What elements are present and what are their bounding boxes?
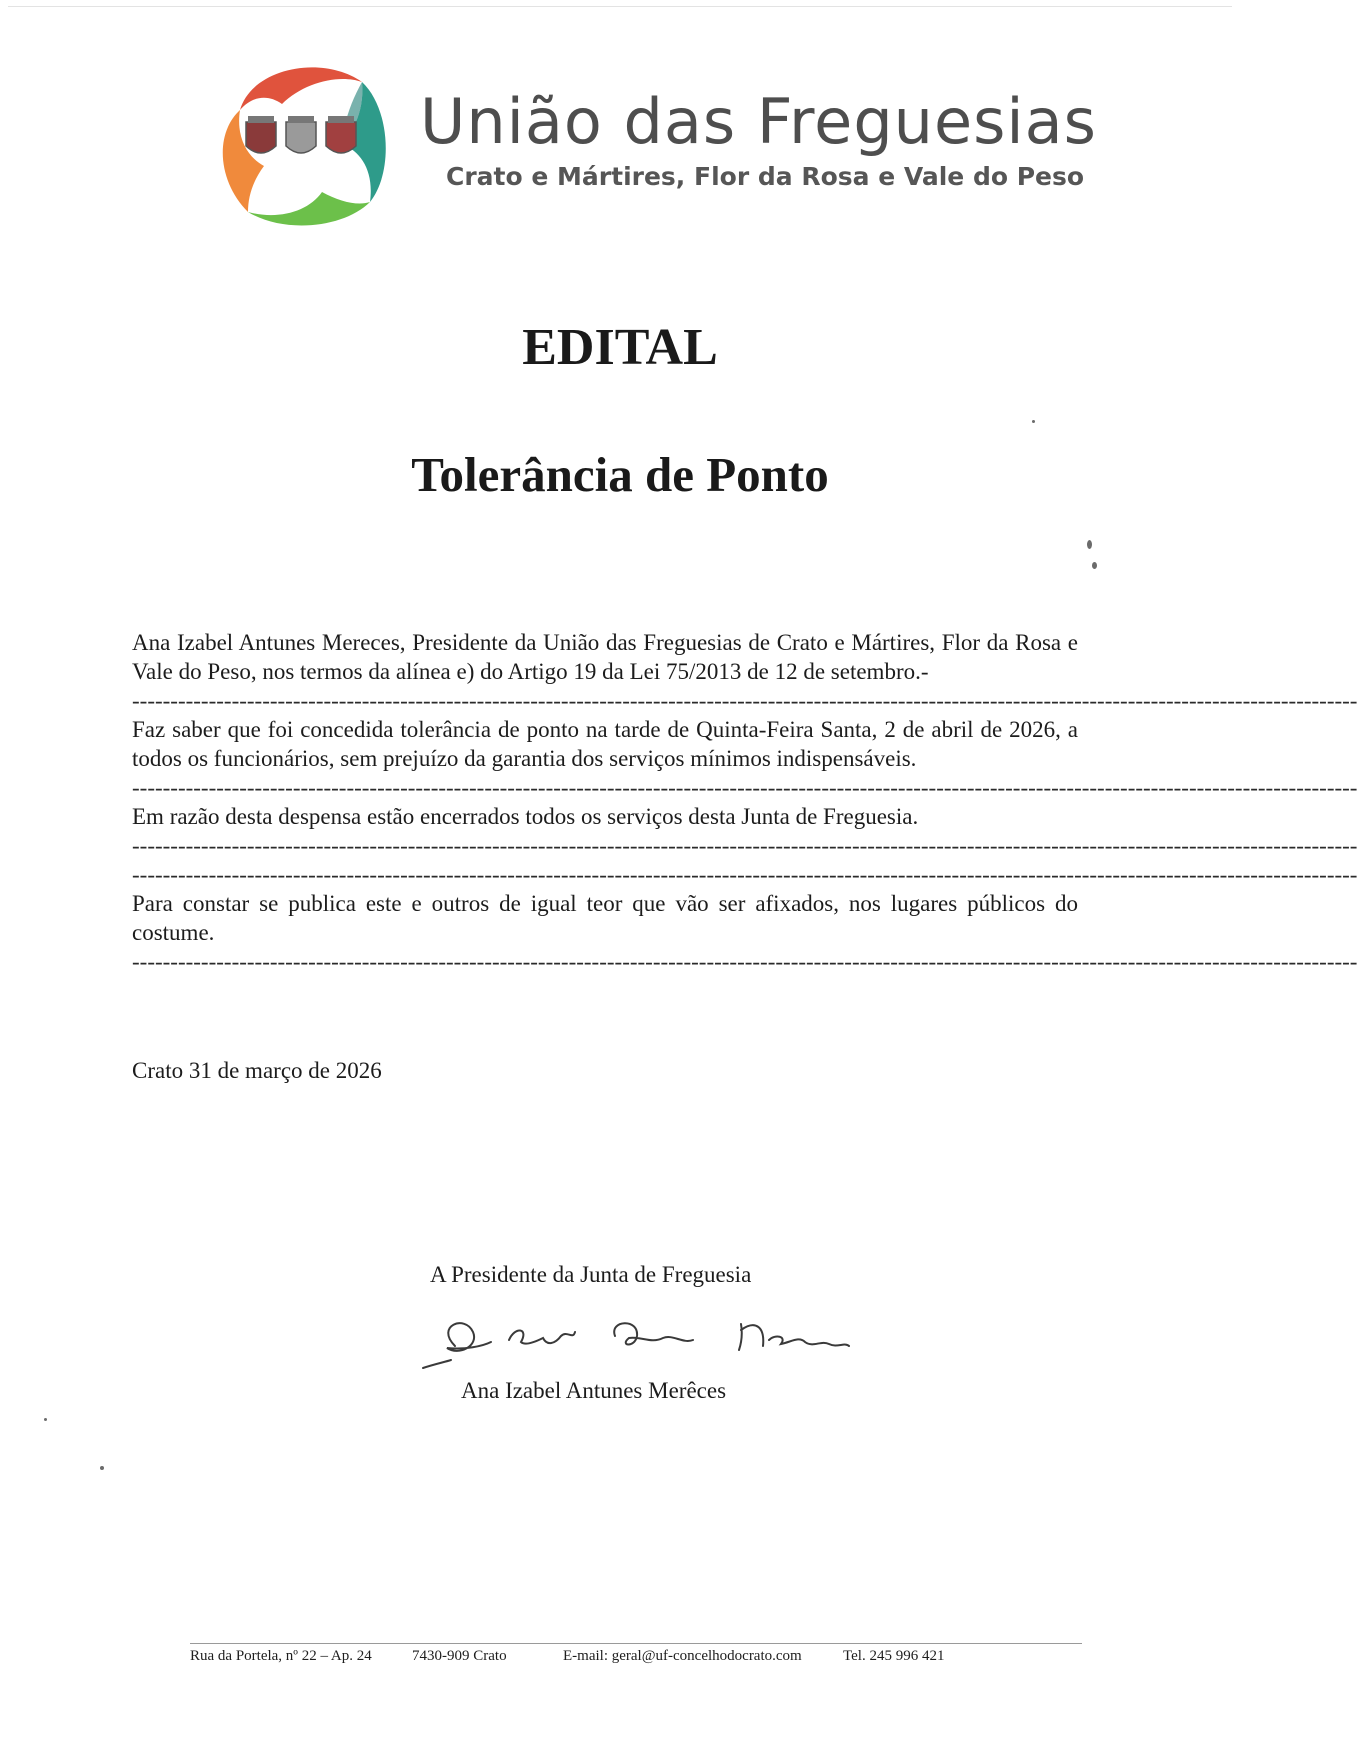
dash-separator: ---------------------------------------------------------------------------------------------------------------------------------------------------------------- bbox=[132, 688, 1357, 713]
coat-of-arms-left-icon bbox=[246, 116, 276, 153]
footer-email: E-mail: geral@uf-concelhodocrato.com bbox=[563, 1648, 802, 1664]
scan-speck bbox=[1092, 562, 1097, 569]
coat-of-arms-center-icon bbox=[286, 116, 316, 153]
footer-phone: Tel. 245 996 421 bbox=[843, 1648, 945, 1664]
scan-speck bbox=[100, 1466, 104, 1470]
scan-top-edge bbox=[8, 6, 1232, 7]
dash-separator: ---------------------------------------------------------------------------------------------------------------------------------------------------------------- bbox=[132, 949, 1357, 974]
dash-separator: ---------------------------------------------------------------------------------------------------------------------------------------------------------------- bbox=[132, 833, 1357, 858]
organization-name: União das Freguesias bbox=[420, 85, 1097, 158]
dash-separator: ---------------------------------------------------------------------------------------------------------------------------------------------------------------- bbox=[132, 775, 1357, 800]
coat-of-arms-right-icon bbox=[326, 116, 356, 153]
signatory-title: A Presidente da Junta de Freguesia bbox=[430, 1262, 752, 1287]
footer-address: Rua da Portela, nº 22 – Ap. 24 bbox=[190, 1648, 372, 1664]
union-logo bbox=[212, 52, 394, 234]
date-line: Crato 31 de março de 2026 bbox=[132, 1058, 382, 1083]
document-subtitle: Tolerância de Ponto bbox=[411, 447, 829, 502]
dash-separator: ---------------------------------------------------------------------------------------------------------------------------------------------------------------- bbox=[132, 862, 1357, 887]
paragraph-announcement: Faz saber que foi concedida tolerância de ponto na tarde de Quinta-Feira Santa, 2 de abril de 2026, a todos os funcionários, sem prejuízo da garantia dos serviços mínimos indispensáveis. bbox=[132, 717, 1078, 771]
handwritten-signature bbox=[425, 1306, 885, 1378]
paragraph-intro: Ana Izabel Antunes Mereces, Presidente da União das Freguesias de Crato e Mártires, Flor da Rosa e Vale do Peso, nos termos da alínea e) do Artigo 19 da Lei 75/2013 de 12 de setembro.- bbox=[132, 630, 1078, 684]
scan-speck bbox=[1087, 540, 1092, 549]
organization-subtitle: Crato e Mártires, Flor da Rosa e Vale do Peso bbox=[446, 162, 1085, 191]
signatory-name: Ana Izabel Antunes Merêces bbox=[461, 1378, 727, 1403]
footer-rule bbox=[190, 1643, 1082, 1644]
paragraph-closure: Em razão desta despensa estão encerrados todos os serviços desta Junta de Freguesia. bbox=[132, 804, 919, 829]
scan-speck bbox=[1032, 420, 1035, 423]
document-title: EDITAL bbox=[522, 319, 718, 376]
paragraph-publication: Para constar se publica este e outros de igual teor que vão ser afixados, nos lugares públicos do costume. bbox=[132, 891, 1078, 945]
document-body bbox=[132, 628, 1357, 976]
footer-postal-code: 7430-909 Crato bbox=[412, 1648, 507, 1664]
scan-speck bbox=[44, 1418, 47, 1421]
footer bbox=[190, 1648, 1082, 1672]
